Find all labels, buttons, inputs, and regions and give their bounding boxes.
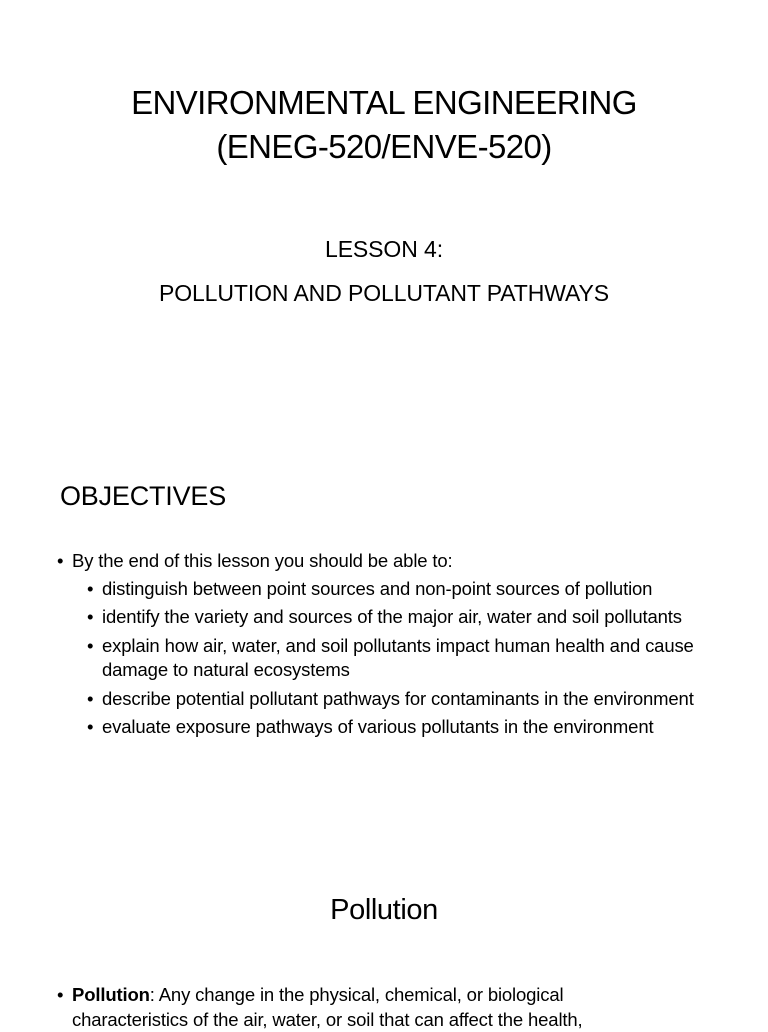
objectives-list — [0, 549, 768, 744]
objective-item — [0, 577, 768, 602]
course-code: (ENEG-520/ENVE-520) — [0, 128, 768, 166]
bullet-icon: • — [57, 983, 63, 1008]
definition-line-1 — [72, 983, 712, 1008]
objective-item — [0, 687, 768, 712]
objectives-intro — [0, 549, 768, 574]
bullet-icon: • — [87, 634, 93, 659]
bullet-icon: • — [87, 605, 93, 630]
definition-text: : Any change in the physical, chemical, or biological — [150, 984, 564, 1005]
objective-text: describe potential pollutant pathways for contaminants in the environment — [102, 688, 694, 709]
title-slide — [0, 0, 768, 430]
pollution-definition — [72, 983, 712, 1032]
objectives-heading: OBJECTIVES — [60, 480, 226, 512]
pollution-title: Pollution — [0, 893, 768, 927]
objective-item — [0, 715, 768, 740]
objective-text: identify the variety and sources of the major air, water and soil pollutants — [102, 606, 682, 627]
objective-text: distinguish between point sources and non-point sources of pollution — [102, 578, 652, 599]
course-title: ENVIRONMENTAL ENGINEERING — [0, 84, 768, 122]
objective-text: explain how air, water, and soil pollutants impact human health and cause damage to natural ecosystems — [102, 635, 694, 681]
objectives-intro-text: By the end of this lesson you should be able to: — [72, 550, 453, 571]
objective-item — [0, 634, 768, 683]
objective-text: evaluate exposure pathways of various pollutants in the environment — [102, 716, 653, 737]
lesson-title: POLLUTION AND POLLUTANT PATHWAYS — [0, 279, 768, 307]
bullet-icon: • — [87, 687, 93, 712]
bullet-icon: • — [87, 577, 93, 602]
objective-item — [0, 605, 768, 630]
bullet-icon: • — [87, 715, 93, 740]
lesson-label: LESSON 4: — [0, 235, 768, 263]
definition-term: Pollution — [72, 984, 150, 1005]
objectives-slide — [0, 430, 768, 866]
pollution-slide — [0, 866, 768, 1024]
definition-line-2: characteristics of the air, water, or soil that can affect the health, — [72, 1008, 712, 1032]
bullet-icon: • — [57, 549, 63, 574]
